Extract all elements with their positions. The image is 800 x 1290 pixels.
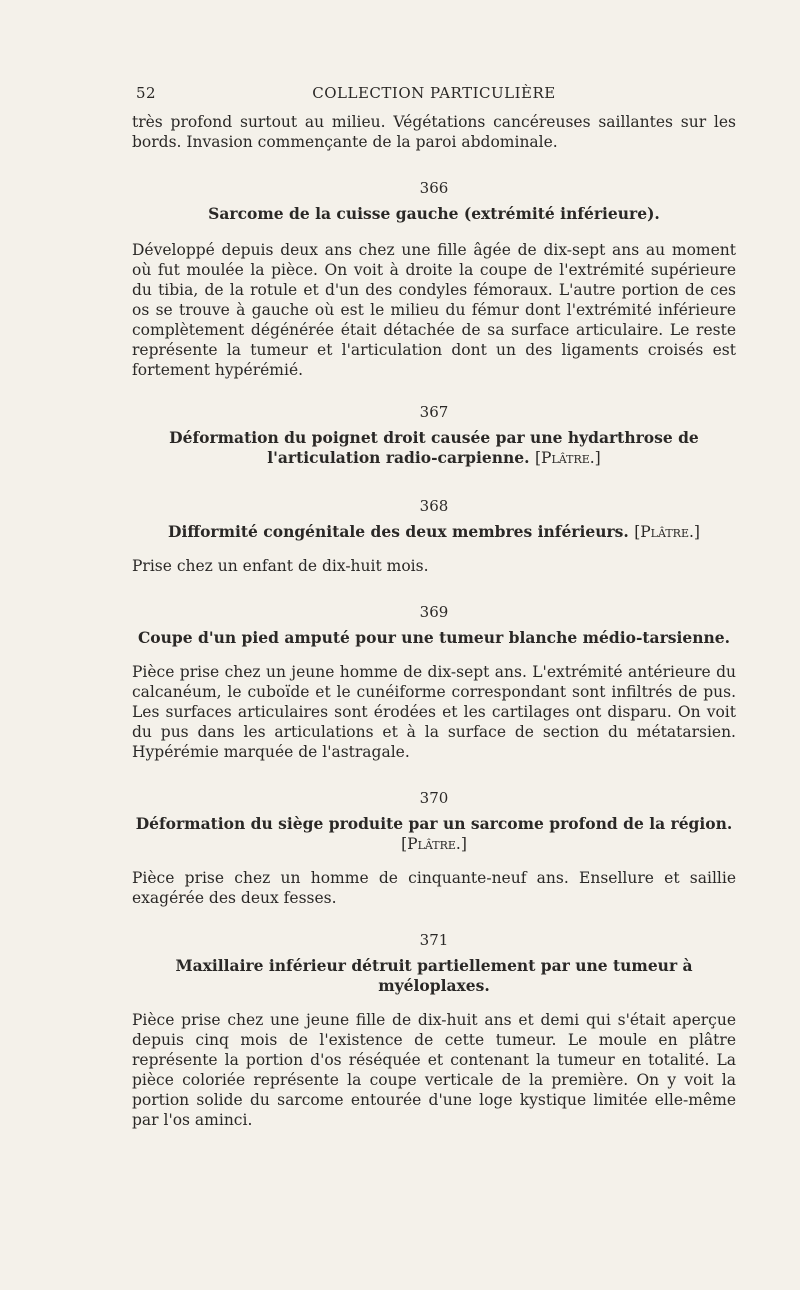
running-title: COLLECTION PARTICULIÈRE <box>312 84 556 102</box>
platre-note: [Plâtre.] <box>634 523 700 541</box>
entry-description: Pièce prise chez un jeune homme de dix-sept ans. L'extrémité antérieure du calcanéum, le cuboïde et le cunéiforme correspondant sont infiltrés de pus. Les surfaces articulaires sont érodées et les cartilages ont disparu. On voit du pus dans les articulations et à la surface de section du métatarsien. Hypérémie marquée de l'astragale. <box>132 663 736 761</box>
platre-note: [Plâtre.] <box>401 835 467 853</box>
entry-description: Pièce prise chez un homme de cinquante-neuf ans. Ensellure et saillie exagérée des deux fesses. <box>132 869 736 907</box>
entry-number: 370 <box>419 789 449 807</box>
entry-title: Difformité congénitale des deux membres inférieurs. [Plâtre.] <box>168 522 700 541</box>
page-number: 52 <box>136 84 157 102</box>
entry-title: Maxillaire inférieur détruit partiellement par une tumeur à myéloplaxes. <box>175 956 693 995</box>
entry-description: Prise chez un enfant de dix-huit mois. <box>132 557 429 575</box>
entry-title: Sarcome de la cuisse gauche (extrémité inférieure). <box>208 204 660 223</box>
entry-title: Déformation du siège produite par un sarcome profond de la région. [Plâtre.] <box>135 814 733 853</box>
entry-number: 371 <box>419 931 449 949</box>
catalog-entry-367 <box>132 402 736 468</box>
entry-number: 366 <box>419 179 449 197</box>
page-header <box>132 84 736 110</box>
entry-number: 369 <box>419 603 449 621</box>
document-page <box>132 84 736 1130</box>
entry-description: Pièce prise chez une jeune fille de dix-huit ans et demi qui s'était aperçue depuis cinq mois de l'existence de cette tumeur. Le moule en plâtre représente la portion d'os réséquée et contenant la tumeur en totalité. La pièce coloriée représente la coupe verticale de la première. On y voit la portion solide du sarcome entourée d'une loge kystique limitée elle-même par l'os aminci. <box>132 1011 736 1129</box>
continued-paragraph: très profond surtout au milieu. Végétations cancéreuses saillantes sur les bords. Invasion commençante de la paroi abdominale. <box>132 113 736 151</box>
entry-number: 368 <box>419 497 449 515</box>
catalog-entry-366 <box>132 178 736 380</box>
catalog-entry-371 <box>132 930 736 1130</box>
entry-description: Développé depuis deux ans chez une fille âgée de dix-sept ans au moment où fut moulée la pièce. On voit à droite la coupe de l'extrémité supérieure du tibia, de la rotule et d'un des condyles fémoraux. L'autre portion de ces os se trouve à gauche où est le milieu du fémur dont l'extrémité inférieure complètement dégénérée était détachée de sa surface articulaire. Le reste représente la tumeur et l'articulation dont un des ligaments croisés est fortement hypérémié. <box>132 241 736 379</box>
catalog-entry-368 <box>132 496 736 576</box>
entry-title: Coupe d'un pied amputé pour une tumeur blanche médio-tarsienne. <box>137 628 731 647</box>
entry-title: Déformation du poignet droit causée par une hydarthrose de l'articulation radio-carpienne. [Plâtre.] <box>169 428 699 467</box>
entry-number: 367 <box>419 403 449 421</box>
catalog-entry-370 <box>132 788 736 908</box>
platre-note: [Plâtre.] <box>534 449 601 467</box>
catalog-entry-369 <box>132 602 736 762</box>
